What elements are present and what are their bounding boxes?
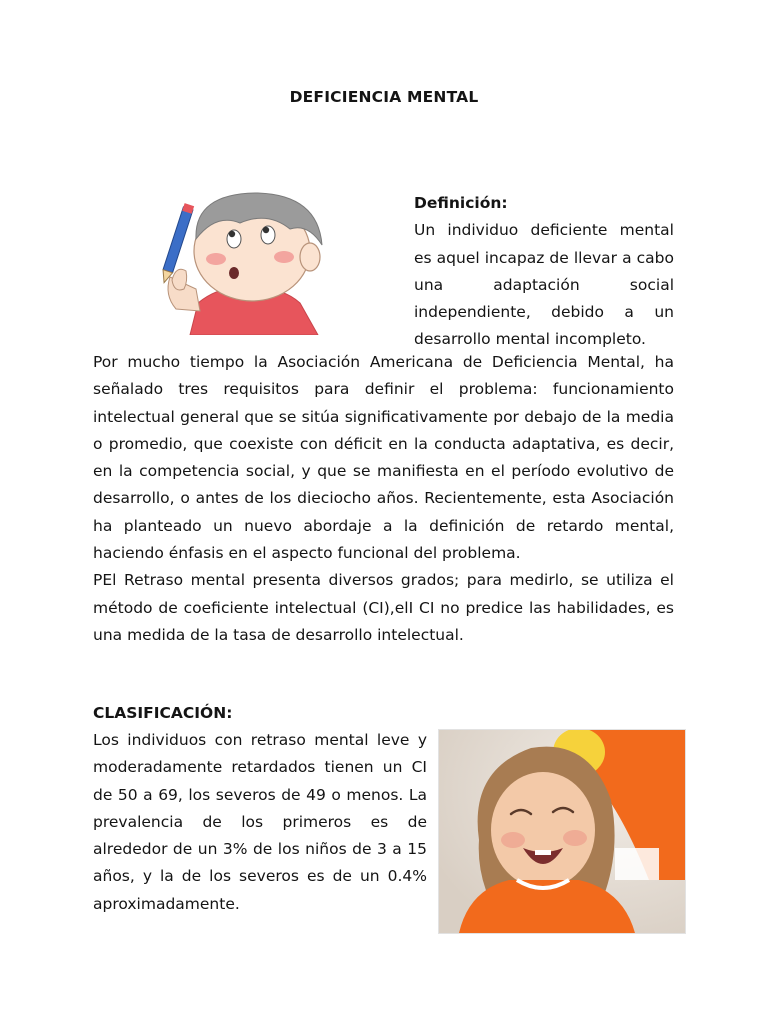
classification-text: Los individuos con retraso mental leve y moderadamente retardados tienen un CI de 50 a 69, los severos de 49 o menos. La prevalencia de los primeros es de alrededor de un 3% de los niños de 3 a 15 años, y la de los severos es de un 0.4% aproximadamente. — [93, 731, 427, 913]
intro-section — [93, 349, 674, 649]
classification-heading: CLASIFICACIÓN: — [93, 704, 233, 722]
page-title: DEFICIENCIA MENTAL — [289, 88, 479, 106]
smiling-child-drawing — [439, 730, 685, 933]
intro-paragraph: Por mucho tiempo la Asociación Americana de Deficiencia Mental, ha señalado tres requisitos para definir el problema: funcionamiento intelectual general que se sitúa significativamente por debajo de la media o promedio, que coexiste con déficit en la conducta adaptativa, es decir, en la competencia social, y que se manifiesta en el período evolutivo de desarrollo, o antes de los dieciocho años. Recientemente, esta Asociación ha planteado un nuevo abordaje a la definición de retardo mental, haciendo énfasis en el aspecto funcional del problema. — [93, 353, 674, 563]
ci-paragraph: PEl Retraso mental presenta diversos grados; para medirlo, se utiliza el método de coeficiente intelectual (CI),elI CI no predice las habilidades, es una medida de la tasa de desarrollo intelectual. — [93, 571, 674, 644]
definition-section — [414, 190, 674, 354]
thinking-boy-drawing — [150, 185, 330, 335]
smiling-child-photo — [438, 729, 686, 934]
thinking-boy-illustration — [150, 185, 330, 335]
definition-heading: Definición: — [414, 194, 508, 212]
definition-text: Un individuo deficiente mental es aquel incapaz de llevar a cabo una adaptación social independiente, debido a un desarrollo mental incompleto. — [414, 221, 674, 349]
